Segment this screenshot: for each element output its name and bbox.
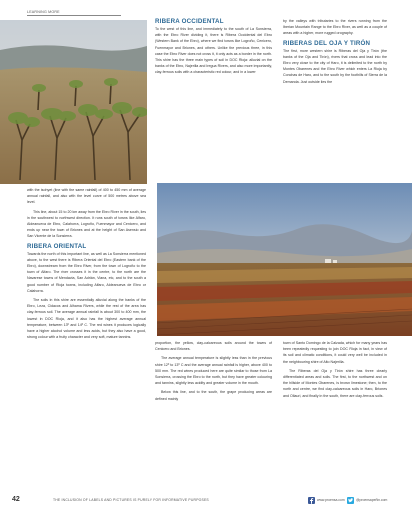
header-divider bbox=[27, 15, 121, 16]
facebook-link[interactable] bbox=[308, 496, 345, 504]
isohyet-intro: with the isohyet (line with the same rainfall) of 400 to 450 mm of average annual rainfall, and also with the level curve of 500 metres above sea level. bbox=[27, 188, 146, 205]
ribera-occidental-column bbox=[155, 18, 272, 180]
ribera-occidental-heading: RIBERA OCCIDENTAL bbox=[155, 18, 224, 25]
ribera-oriental-column bbox=[27, 187, 146, 483]
soil-paragraph: proportion, the yellow, clay-calcareous soils around the towns of Cenicero and Briones. bbox=[155, 341, 272, 352]
twitter-link[interactable] bbox=[347, 496, 387, 504]
temperature-paragraph: The average annual temperature is slightly less than in the previous shire 12º to 13º C and the average annual rainfall is higher, above 400 to 500 mm. The red wines produced here are quite similar to those from La Sonsierra, crossing the Ebro to the north, but they have greater colouring and tannins, slightly less acidity and greater volume in the mouth. bbox=[155, 356, 272, 386]
santo-domingo-paragraph: town of Santo Domingo de la Calzada, which for many years has been repeatedly requesting to join DOC Rioja in fact, in view of its soil and climatic conditions, it could very well be included in the neighbouring shire of Alto Najerilla. bbox=[283, 341, 387, 364]
vineyard-photo bbox=[0, 20, 147, 184]
facebook-icon bbox=[308, 497, 315, 504]
south-line-paragraph: Below this line, and to the south, the grape producing areas are defined mainly bbox=[155, 390, 272, 401]
ribera-occidental-paragraph: To the west of this line, and immediately to the south of La Sonsierra, with the Ebro River dividing it, there is Ribera Occidental del Ebro (Western Bank of the Ebro), where we find towns like Logroño, Cenicero, Fuenmayor and Briones, and others. Unlike the previous three, in this case the Ebro River does not cross it, it only acts as a border in the north. This shire has the three main types of soil in DOC Rioja: alluvial on the banks of the Ebro, Najerilla and Iregua Rivers, and also more importantly, clay-ferrous soils with a characteristic red colour, and in a lower bbox=[155, 27, 272, 75]
oja-tiron-column bbox=[283, 18, 387, 180]
page-number: 42 bbox=[12, 496, 20, 503]
oja-tiron-soils-paragraph: The Riberas del Oja y Tirón shire has three clearly differentiated areas and soils. The first, to the northwest and on the hillside of Montes Obarenes, is brown limestone; then, to the north and centre, we find clay-calcareous soils in Haro, Briones and Ollauri, and finally in the south, there are clay-ferrous soils. bbox=[283, 368, 387, 398]
facebook-text: www.proensa.com bbox=[317, 498, 345, 502]
page-footer bbox=[0, 496, 412, 508]
ribera-oriental-paragraph: Towards the north of this important line, as well as La Sonsierra mentioned above, to the west there is Ribera Oriental del Ebro (Eastern bank of the Ebro), downstream from the Ebro River, from the town of Logroño to the town of Alfaro. The river crosses it in the centre, to the north are the Navarese towns of Mendavia, San Adrián, Viana, etc, and to the south a good number of Rioja towns, including Alfaro, Aldeanueva de Ebro or Calahorra. bbox=[27, 251, 146, 293]
ribera-oriental-heading: RIBERA ORIENTAL bbox=[27, 242, 87, 250]
ribera-oriental-soils-paragraph: The soils in this shire are essentially alluvial along the banks of the Ebro, Leza, Cidacos and Alhama Rivers, while the rest of the area has clay-ferrous soil. The average annual rainfall is about 300 to 400 mm, the lowest in DOC Rioja, and it also has the highest average annual temperature, between 13º and 14º C. The red wines it produces logically have a higher alcohol volume and less acids, but they also have a good, strong colour with a fruity character and very soft, mature tannins. bbox=[27, 298, 146, 340]
section-label: LEARNING MORE bbox=[27, 10, 60, 14]
santo-domingo-column bbox=[283, 340, 387, 483]
disclaimer-text: THE INCLUSION OF LABELS AND PICTURES IS PURELY FOR INFORMATIVE PURPOSES bbox=[53, 498, 209, 502]
line-description-paragraph: This line, about 15 to 20 km away from the Ebro River in the south, lies in the southwest to northwest direction. It runs south of towns like Alfaro, Aldeanueva de Ebro, Calahorra, Logroño, Fuenmayor and Cenicero, and ends up near the town of Briones and at the height of San Asensio and San Vicente de la Sonsierra. bbox=[27, 209, 146, 239]
soil-climate-column bbox=[155, 340, 272, 483]
twitter-text: @proensapeñin.com bbox=[356, 498, 388, 502]
oja-tiron-intro: by the valleys with tributaries to the rivers running from the Iberian Mountain Range to the Ebro River, as well as a couple of areas with a higher, more rugged orography. bbox=[283, 19, 387, 36]
oja-tiron-heading: RIBERAS DEL OJA Y TIRÓN bbox=[283, 39, 371, 47]
landscape-photo bbox=[157, 183, 412, 336]
oja-tiron-paragraph: The first, more western shire is Riberas del Oja y Tirón (the banks of the Oja and Tirón), rivers that cross and lead into the Ebro very close to the city of Haro, it is delimited to the north by Montes Obarenes and the Ebro River which enters La Rioja by Conchas de Haro, and to the south by the foothills of Sierra de la Demanda. Just outside lies the bbox=[283, 48, 387, 84]
twitter-icon bbox=[347, 497, 354, 504]
